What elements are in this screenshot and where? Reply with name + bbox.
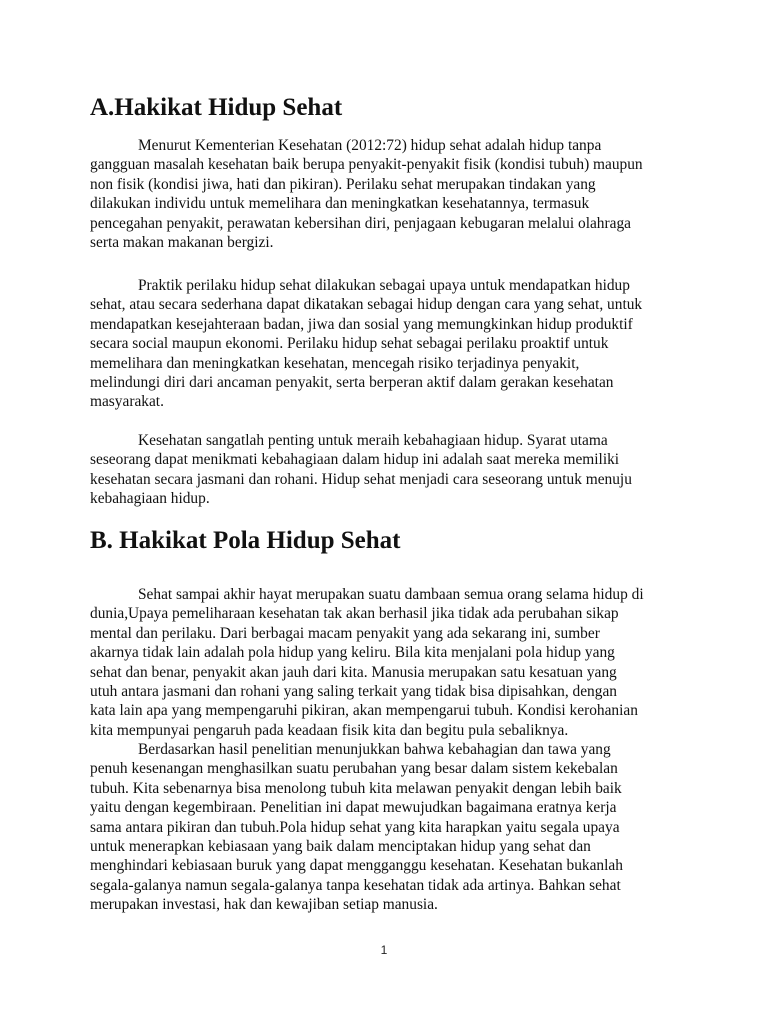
text-line: kebahagiaan hidup. xyxy=(90,490,210,508)
text-line: mental dan perilaku. Dari berbagai macam penyakit yang ada sekarang ini, sumber xyxy=(90,624,600,642)
text-line: melindungi diri dari ancaman penyakit, serta berperan aktif dalam gerakan kesehatan xyxy=(90,373,614,391)
text-line: yaitu dengan kegembiraan. Penelitian ini dapat mewujudkan bagaimana eratnya kerja xyxy=(90,799,617,817)
text-line: segala-galanya namun segala-galanya tanpa kesehatan tidak ada artinya. Bahkan sehat xyxy=(90,876,621,894)
text-line: sama antara pikiran dan tubuh.Pola hidup sehat yang kita harapkan yaitu segala upaya xyxy=(90,818,620,836)
text-line: penuh kesenangan menghasilkan suatu perubahan yang besar dalam sistem kekebalan xyxy=(90,760,618,778)
text-line: mendapatkan kesejahteraan badan, jiwa dan sosial yang memungkinkan hidup produktif xyxy=(90,315,633,333)
text-line: utuh antara jasmani dan rohani yang saling terkait yang tidak bisa dipisahkan, dengan xyxy=(90,682,617,700)
section-b-paragraph-2 xyxy=(90,740,682,915)
text-line: non fisik (kondisi jiwa, hati dan pikiran). Perilaku sehat merupakan tindakan yang xyxy=(90,175,596,193)
text-line: untuk menerapkan kebiasaan yang baik dalam menciptakan hidup yang sehat dan xyxy=(90,837,591,855)
text-line: pencegahan penyakit, perawatan kebersihan diri, penjagaan kebugaran melalui olahraga xyxy=(90,214,631,232)
text-line: Kesehatan sangatlah penting untuk meraih kebahagiaan hidup. Syarat utama xyxy=(138,432,608,449)
text-line: Sehat sampai akhir hayat merupakan suatu dambaan semua orang selama hidup di xyxy=(138,586,644,603)
section-b-heading: B. Hakikat Pola Hidup Sehat xyxy=(90,527,401,554)
text-line: dilakukan individu untuk memelihara dan meningkatkan kesehatannya, termasuk xyxy=(90,195,590,213)
section-a-heading: A.Hakikat Hidup Sehat xyxy=(90,94,343,121)
text-line: akarnya tidak lain adalah pola hidup yang keliru. Bila kita menjalani pola hidup yang xyxy=(90,644,615,662)
page-number: 1 xyxy=(380,943,388,957)
text-line: masyarakat. xyxy=(90,393,164,411)
text-line: Berdasarkan hasil penelitian menunjukkan bahwa kebahagian dan tawa yang xyxy=(138,741,611,758)
text-line: dunia,Upaya pemeliharaan kesehatan tak akan berhasil jika tidak ada perubahan sikap xyxy=(90,605,619,623)
text-line: seseorang dapat menikmati kebahagiaan dalam hidup ini adalah saat mereka memiliki xyxy=(90,451,620,469)
text-line: merupakan investasi, hak dan kewajiban setiap manusia. xyxy=(90,896,438,914)
text-line: gangguan masalah kesehatan baik berupa penyakit-penyakit fisik (kondisi tubuh) maupun xyxy=(90,156,643,174)
section-a-paragraph-3 xyxy=(90,431,682,509)
text-line: tubuh. Kita sebenarnya bisa menolong tubuh kita melawan penyakit dengan lebih baik xyxy=(90,779,622,797)
text-line: sehat dan benar, penyakit akan jauh dari kita. Manusia merupakan satu kesatuan yang xyxy=(90,663,617,681)
text-line: Praktik perilaku hidup sehat dilakukan sebagai upaya untuk mendapatkan hidup xyxy=(138,277,630,294)
section-a-paragraph-2 xyxy=(90,276,682,412)
text-line: sehat, atau secara sederhana dapat dikatakan sebagai hidup dengan cara yang sehat, untuk xyxy=(90,296,643,314)
section-a-paragraph-1 xyxy=(90,136,682,252)
text-line: kesehatan secara jasmani dan rohani. Hidup sehat menjadi cara seseorang untuk menuju xyxy=(90,470,632,488)
section-b-paragraph-1 xyxy=(90,585,682,740)
text-line: serta makan makanan bergizi. xyxy=(90,233,274,251)
text-line: kita mempunyai pengaruh pada keadaan fisik kita dan begitu pula sebaliknya. xyxy=(90,721,569,739)
text-line: kata lain apa yang mempengaruhi pikiran, akan mempengarui tubuh. Kondisi kerohanian xyxy=(90,702,638,720)
text-line: memelihara dan meningkatkan kesehatan, mencegah risiko terjadinya penyakit, xyxy=(90,354,580,372)
text-line: Menurut Kementerian Kesehatan (2012:72) hidup sehat adalah hidup tanpa xyxy=(138,137,602,154)
text-line: secara social maupun ekonomi. Perilaku hidup sehat sebagai perilaku proaktif untuk xyxy=(90,335,609,353)
text-line: menghindari kebiasaan buruk yang dapat mengganggu kesehatan. Kesehatan bukanlah xyxy=(90,857,623,875)
